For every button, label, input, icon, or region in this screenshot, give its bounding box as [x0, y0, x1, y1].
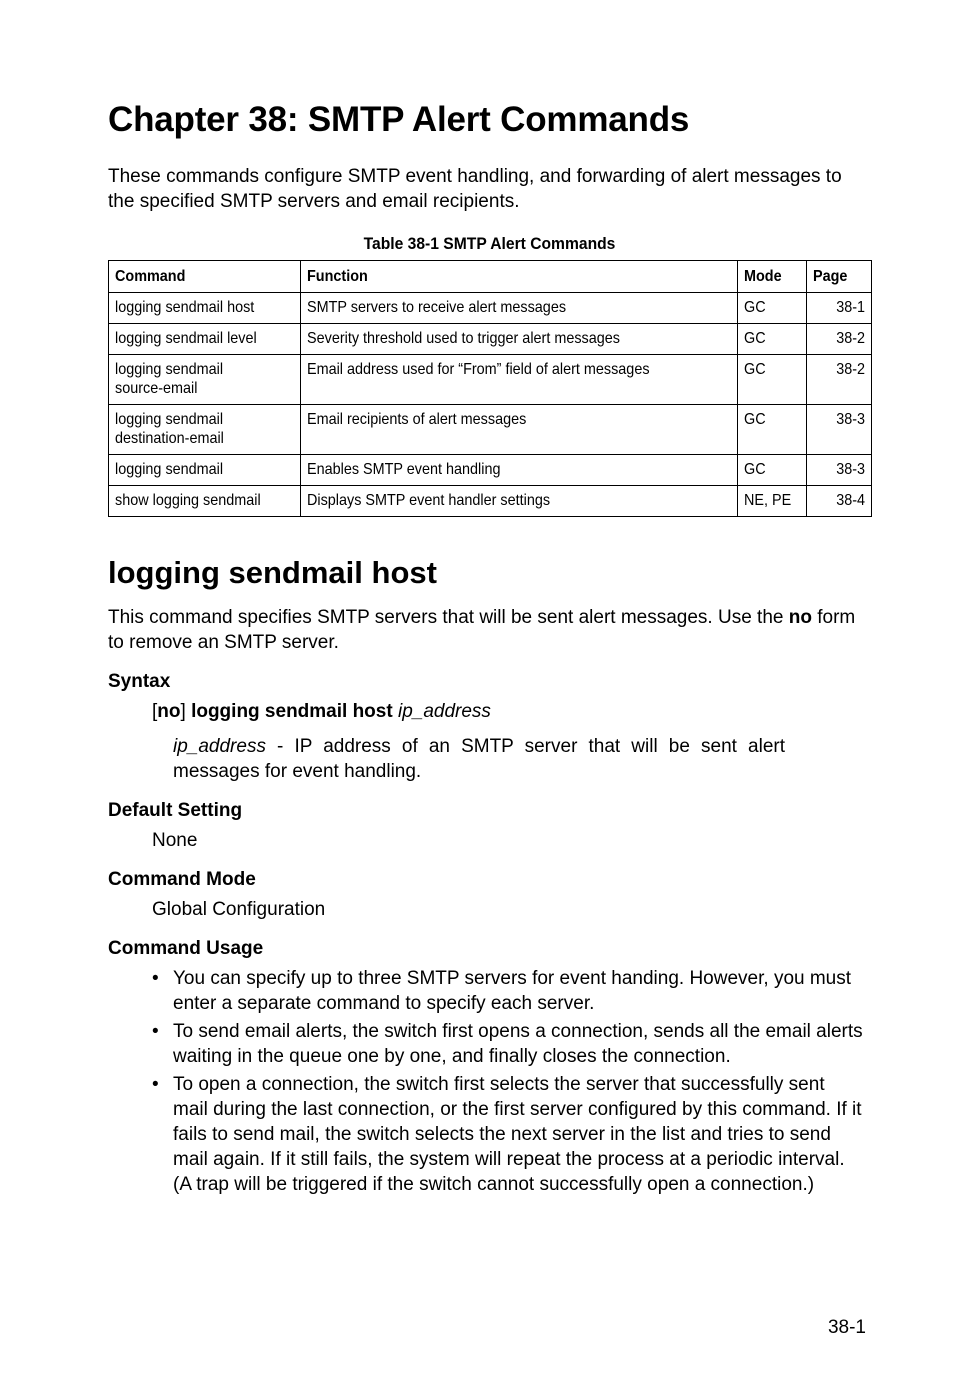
cell-command: logging sendmail — [109, 455, 301, 486]
cell-command: show logging sendmail — [109, 486, 301, 517]
header-command: Command — [109, 261, 301, 293]
smtp-commands-table — [108, 260, 872, 517]
cell-page: 38-2 — [807, 355, 872, 405]
default-setting-value: None — [152, 830, 198, 851]
cell-page: 38-3 — [807, 405, 872, 455]
header-function: Function — [301, 261, 738, 293]
cell-command: logging sendmail source-email — [109, 355, 301, 405]
list-item: • To open a connection, the switch first selects the server that successfully sent mail during the last connection, or the first server configured by this command. If it fails to send mail, the switch selects the next server in the list and tries to send mail again. If it still fails, the system will repeat the process at a periodic interval. (A trap will be triggered if the switch cannot successfully open a connection.) — [152, 1074, 862, 1195]
syntax-heading: Syntax — [108, 671, 171, 692]
section-description: This command specifies SMTP servers that will be sent alert messages. Use the no form to remove an SMTP server. — [108, 607, 856, 653]
chapter-intro: These commands configure SMTP event handling, and forwarding of alert messages to the specified SMTP servers and email recipients. — [108, 166, 842, 212]
cell-page: 38-1 — [807, 293, 872, 324]
default-setting-heading: Default Setting — [108, 800, 243, 821]
syntax-line: [no] logging sendmail host ip_address — [152, 701, 491, 722]
cell-mode: GC — [738, 405, 807, 455]
cell-mode: GC — [738, 455, 807, 486]
cell-command: logging sendmail level — [109, 324, 301, 355]
cell-command: logging sendmail destination-email — [109, 405, 301, 455]
cell-function: Displays SMTP event handler settings — [301, 486, 738, 517]
cell-function: Email address used for “From” field of alert messages — [301, 355, 738, 405]
cell-function: Enables SMTP event handling — [301, 455, 738, 486]
table-row — [109, 405, 872, 455]
command-mode-value: Global Configuration — [152, 899, 326, 920]
table-row — [109, 455, 872, 486]
cell-mode: GC — [738, 355, 807, 405]
cell-mode: NE, PE — [738, 486, 807, 517]
command-mode-heading: Command Mode — [108, 869, 256, 890]
bullet-icon: • — [152, 1074, 159, 1095]
cell-function: SMTP servers to receive alert messages — [301, 293, 738, 324]
table-row — [109, 486, 872, 517]
cell-page: 38-3 — [807, 455, 872, 486]
bullet-icon: • — [152, 1021, 159, 1042]
document-page — [108, 96, 871, 1200]
header-mode: Mode — [738, 261, 807, 293]
table-row — [109, 293, 872, 324]
table-header-row — [109, 261, 872, 293]
list-item: • You can specify up to three SMTP servers for event handing. However, you must enter a separate command to specify each server. — [152, 968, 852, 1014]
list-item: • To send email alerts, the switch first opens a connection, sends all the email alerts waiting in the queue one by one, and finally closes the connection. — [152, 1021, 863, 1067]
bullet-icon: • — [152, 968, 159, 989]
table-row — [109, 355, 872, 405]
cell-page: 38-4 — [807, 486, 872, 517]
table-row — [109, 324, 872, 355]
cell-page: 38-2 — [807, 324, 872, 355]
table-caption: Table 38-1 SMTP Alert Commands — [363, 234, 616, 253]
cell-function: Severity threshold used to trigger alert messages — [301, 324, 738, 355]
cell-function: Email recipients of alert messages — [301, 405, 738, 455]
syntax-parameter-description: ip_address - IP address of an SMTP server that will be sent alert messages for event handling. — [173, 736, 785, 782]
cell-mode: GC — [738, 293, 807, 324]
chapter-title: Chapter 38: SMTP Alert Commands — [108, 100, 690, 139]
header-page: Page — [807, 261, 872, 293]
page-number: 38-1 — [827, 1317, 866, 1338]
command-usage-heading: Command Usage — [108, 938, 264, 959]
cell-command: logging sendmail host — [109, 293, 301, 324]
command-usage-list — [152, 966, 871, 1197]
cell-mode: GC — [738, 324, 807, 355]
section-title: logging sendmail host — [108, 555, 437, 590]
